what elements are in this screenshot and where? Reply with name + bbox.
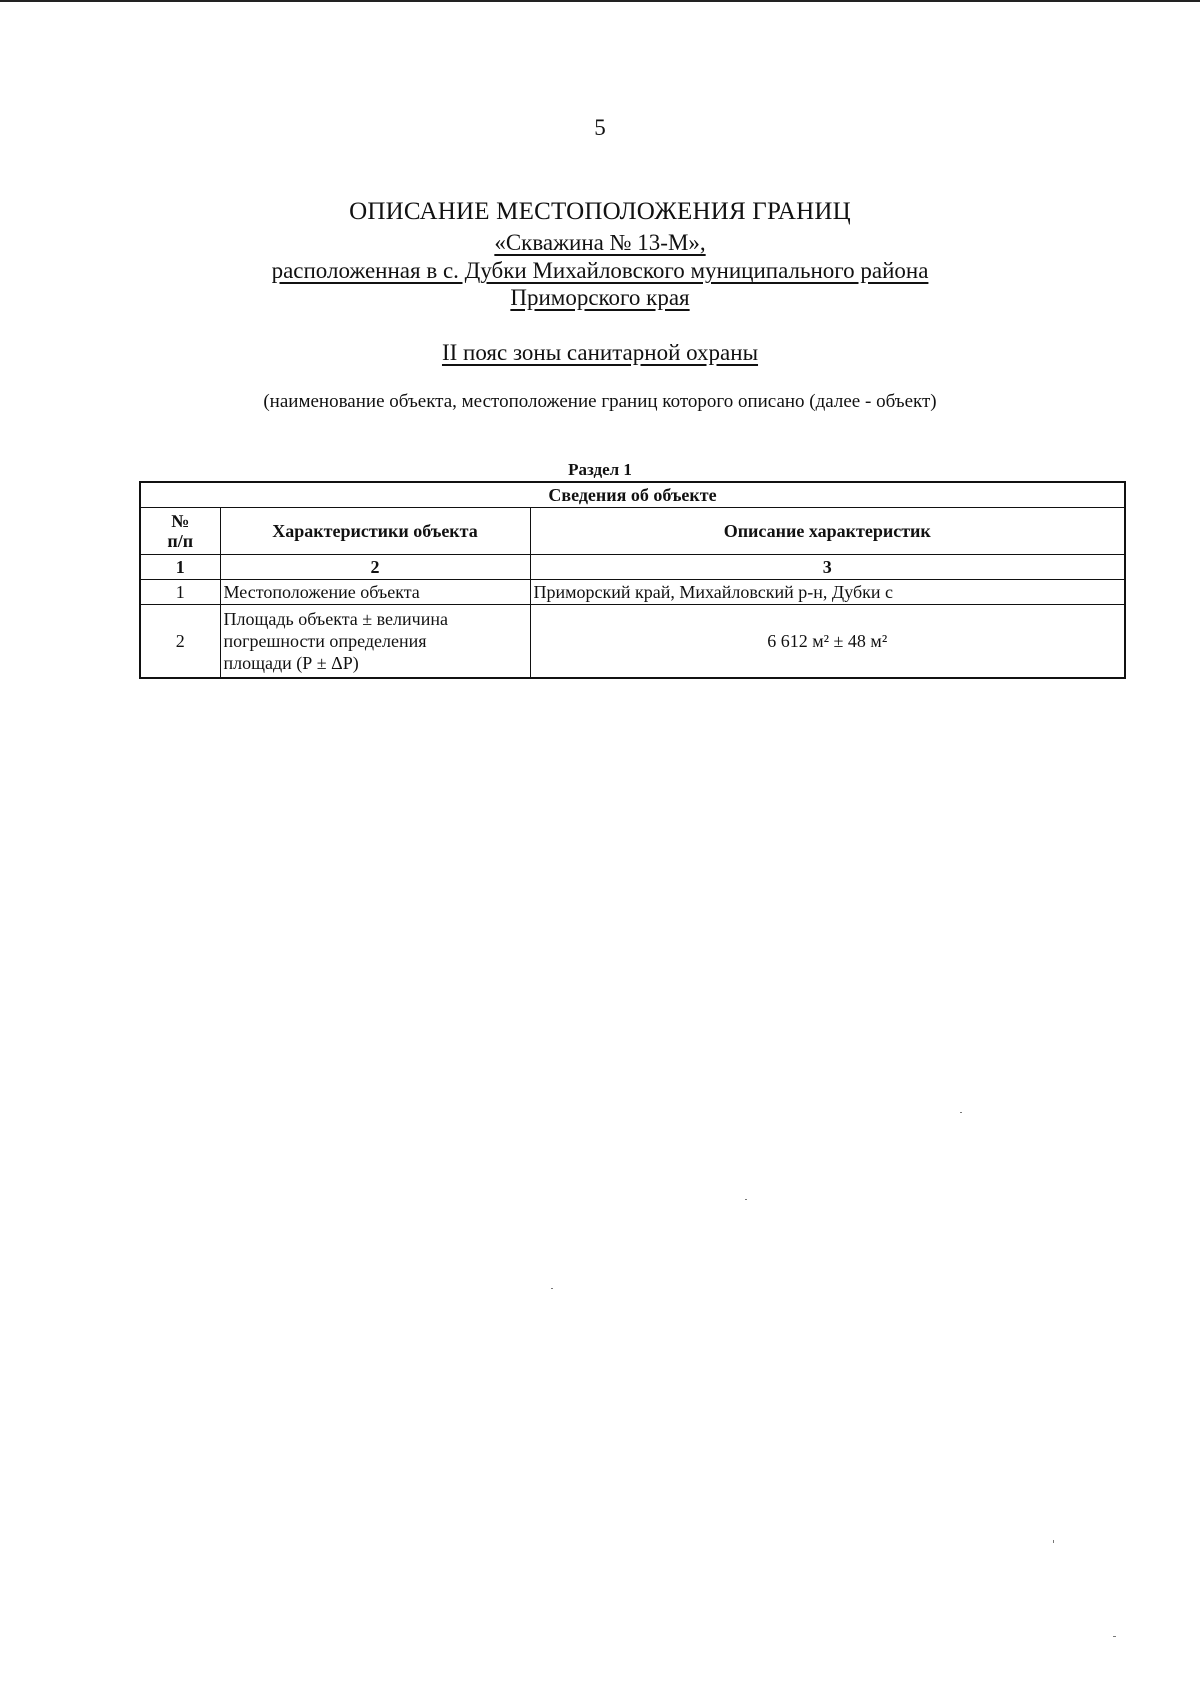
table-title-row	[140, 482, 1125, 508]
document-title: ОПИСАНИЕ МЕСТОПОЛОЖЕНИЯ ГРАНИЦ	[349, 198, 851, 225]
header-characteristics: Характеристики объекта	[220, 508, 530, 555]
scan-speck	[1053, 1540, 1054, 1543]
zone-name-text: II пояс зоны санитарной охраны	[441, 340, 759, 365]
location-line-2-text: Приморского края	[510, 285, 690, 310]
column-number: 1	[140, 555, 220, 580]
location-line-1-text: расположенная в с. Дубки Михайловского муниципального района	[271, 258, 929, 283]
row-characteristic-line: Площадь объекта ± величина	[223, 609, 448, 629]
object-name-text: «Скважина № 13-М»,	[494, 230, 706, 255]
object-note: (наименование объекта, местоположение границ которого описано (далее - объект)	[263, 391, 937, 412]
table-row	[140, 605, 1125, 679]
page-number: 5	[594, 115, 606, 140]
row-characteristic-line: погрешности определения	[223, 631, 427, 651]
column-number-row	[140, 555, 1125, 580]
table-header-row	[140, 508, 1125, 555]
section-label: Раздел 1	[568, 460, 632, 479]
row-num: 1	[140, 580, 220, 605]
scan-speck	[1113, 1636, 1116, 1637]
row-description: 6 612 м² ± 48 м²	[530, 605, 1125, 679]
header-num	[140, 508, 220, 555]
zone-name	[0, 340, 1200, 366]
row-num: 2	[140, 605, 220, 679]
row-characteristic: Местоположение объекта	[220, 580, 530, 605]
object-name	[0, 230, 1200, 256]
header-num-line1: №	[171, 511, 190, 531]
row-characteristic-line: площади (Р ± ΔР)	[223, 653, 359, 673]
row-description: Приморский край, Михайловский р-н, Дубки с	[530, 580, 1125, 605]
location-line-2	[0, 285, 1200, 311]
column-number: 3	[530, 555, 1125, 580]
object-info-table	[139, 481, 1126, 679]
scan-speck	[551, 1288, 553, 1289]
table-title: Сведения об объекте	[140, 482, 1125, 508]
header-description: Описание характеристик	[530, 508, 1125, 555]
table-row	[140, 580, 1125, 605]
column-number: 2	[220, 555, 530, 580]
page-top-edge	[0, 0, 1200, 2]
scan-speck	[745, 1199, 747, 1200]
scan-speck	[960, 1112, 962, 1113]
row-characteristic	[220, 605, 530, 679]
header-num-line2: п/п	[167, 531, 194, 551]
location-line-1	[0, 258, 1200, 284]
